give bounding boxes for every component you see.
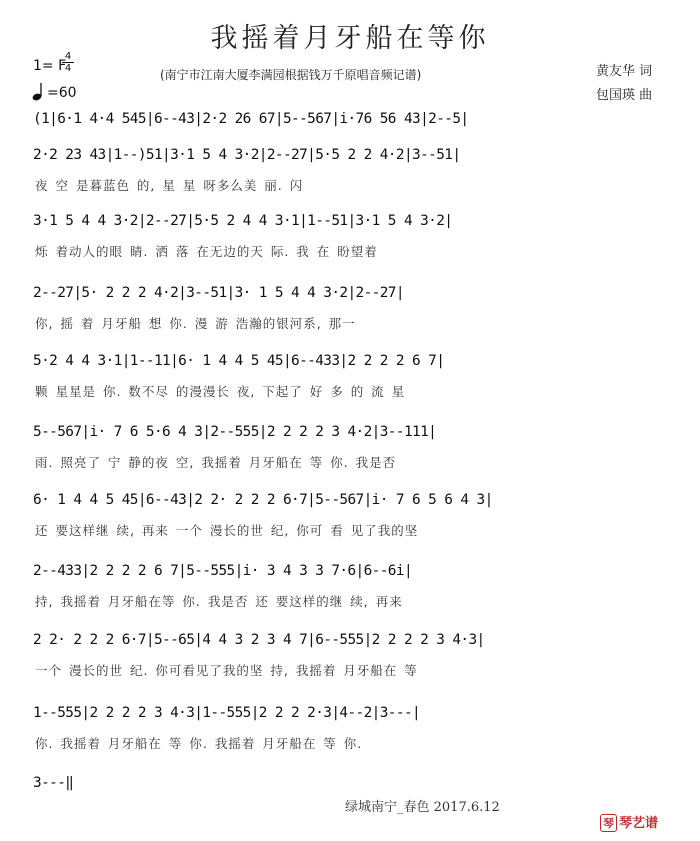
time-signature xyxy=(62,51,74,74)
time-signature-bottom: 4 xyxy=(64,63,72,74)
music-line-7: 6· 1 4 4 5 45|6--43|2 2· 2 2 2 6·7|5--567|i· 7 6 5 6 4 3| xyxy=(33,492,493,508)
transcriber-signature: 绿城南宁_春色 2017.6.12 xyxy=(345,800,500,815)
music-line-11: 3---‖ xyxy=(33,775,74,791)
lyric-line-2: 夜 空 是暮蓝色 的, 星 星 呀多么美 丽. 闪 xyxy=(35,178,304,193)
logo-text: 琴艺谱 xyxy=(619,816,659,831)
quarter-note-icon xyxy=(32,82,46,102)
music-line-1: (1|6·1 4·4 545|6--43|2·2 26 67|5--567|i·76 56 43|2--5| xyxy=(33,111,469,127)
lyric-line-10: 你. 我摇着 月牙船在 等 你. 我摇着 月牙船在 等 你. xyxy=(35,736,363,751)
site-logo xyxy=(600,812,658,832)
lyric-line-3: 烁 着动人的眼 睛. 洒 落 在无边的天 际. 我 在 盼望着 xyxy=(35,244,378,259)
logo-mark-icon: 琴 xyxy=(600,814,617,832)
transcription-note: (南宁市江南大厦李满园根据钱万千原唱音频记谱) xyxy=(160,68,422,82)
lyric-line-4: 你, 摇 着 月牙船 想 你. 漫 游 浩瀚的银河系, 那一 xyxy=(35,316,356,331)
song-title: 我摇着月牙船在等你 xyxy=(210,23,490,54)
lyric-line-9: 一个 漫长的世 纪. 你可看见了我的坚 持, 我摇着 月牙船在 等 xyxy=(35,663,418,678)
music-line-9: 2 2· 2 2 2 6·7|5--65|4 4 3 2 3 4 7|6--555|2 2 2 2 3 4·3| xyxy=(33,632,485,648)
lyric-line-8: 持, 我摇着 月牙船在等 你. 我是否 还 要这样的继 续, 再来 xyxy=(35,594,403,609)
music-line-5: 5·2 4 4 3·1|1--11|6· 1 4 4 5 45|6--433|2 2 2 2 6 7| xyxy=(33,353,445,369)
key-signature: 1= F xyxy=(33,58,67,74)
music-line-10: 1--555|2 2 2 2 3 4·3|1--555|2 2 2 2·3|4--2|3---| xyxy=(33,705,421,721)
lyricist-credit: 黄友华 词 xyxy=(596,64,653,79)
composer-credit: 包国瑛 曲 xyxy=(596,88,653,103)
lyric-line-6: 雨. 照亮了 宁 静的夜 空, 我摇着 月牙船在 等 你. 我是否 xyxy=(35,455,397,470)
lyric-line-5: 颗 星星是 你. 数不尽 的漫漫长 夜, 下起了 好 多 的 流 星 xyxy=(35,384,406,399)
time-signature-top: 4 xyxy=(62,51,74,63)
music-line-4: 2--27|5· 2 2 2 4·2|3--51|3· 1 5 4 4 3·2|2--27| xyxy=(33,285,404,301)
music-line-8: 2--433|2 2 2 2 6 7|5--555|i· 3 4 3 3 7·6|6--6i| xyxy=(33,563,413,579)
tempo-marking: =60 xyxy=(47,85,77,101)
lyric-line-7: 还 要这样继 续, 再来 一个 漫长的世 纪, 你可 看 见了我的坚 xyxy=(35,523,419,538)
music-line-2: 2·2 23 43|1--)51|3·1 5 4 3·2|2--27|5·5 2 2 4·2|3--51| xyxy=(33,147,461,163)
music-line-3: 3·1 5 4 4 3·2|2--27|5·5 2 4 4 3·1|1--51|3·1 5 4 3·2| xyxy=(33,213,453,229)
music-line-6: 5--567|i· 7 6 5·6 4 3|2--555|2 2 2 2 3 4·2|3--111| xyxy=(33,424,437,440)
